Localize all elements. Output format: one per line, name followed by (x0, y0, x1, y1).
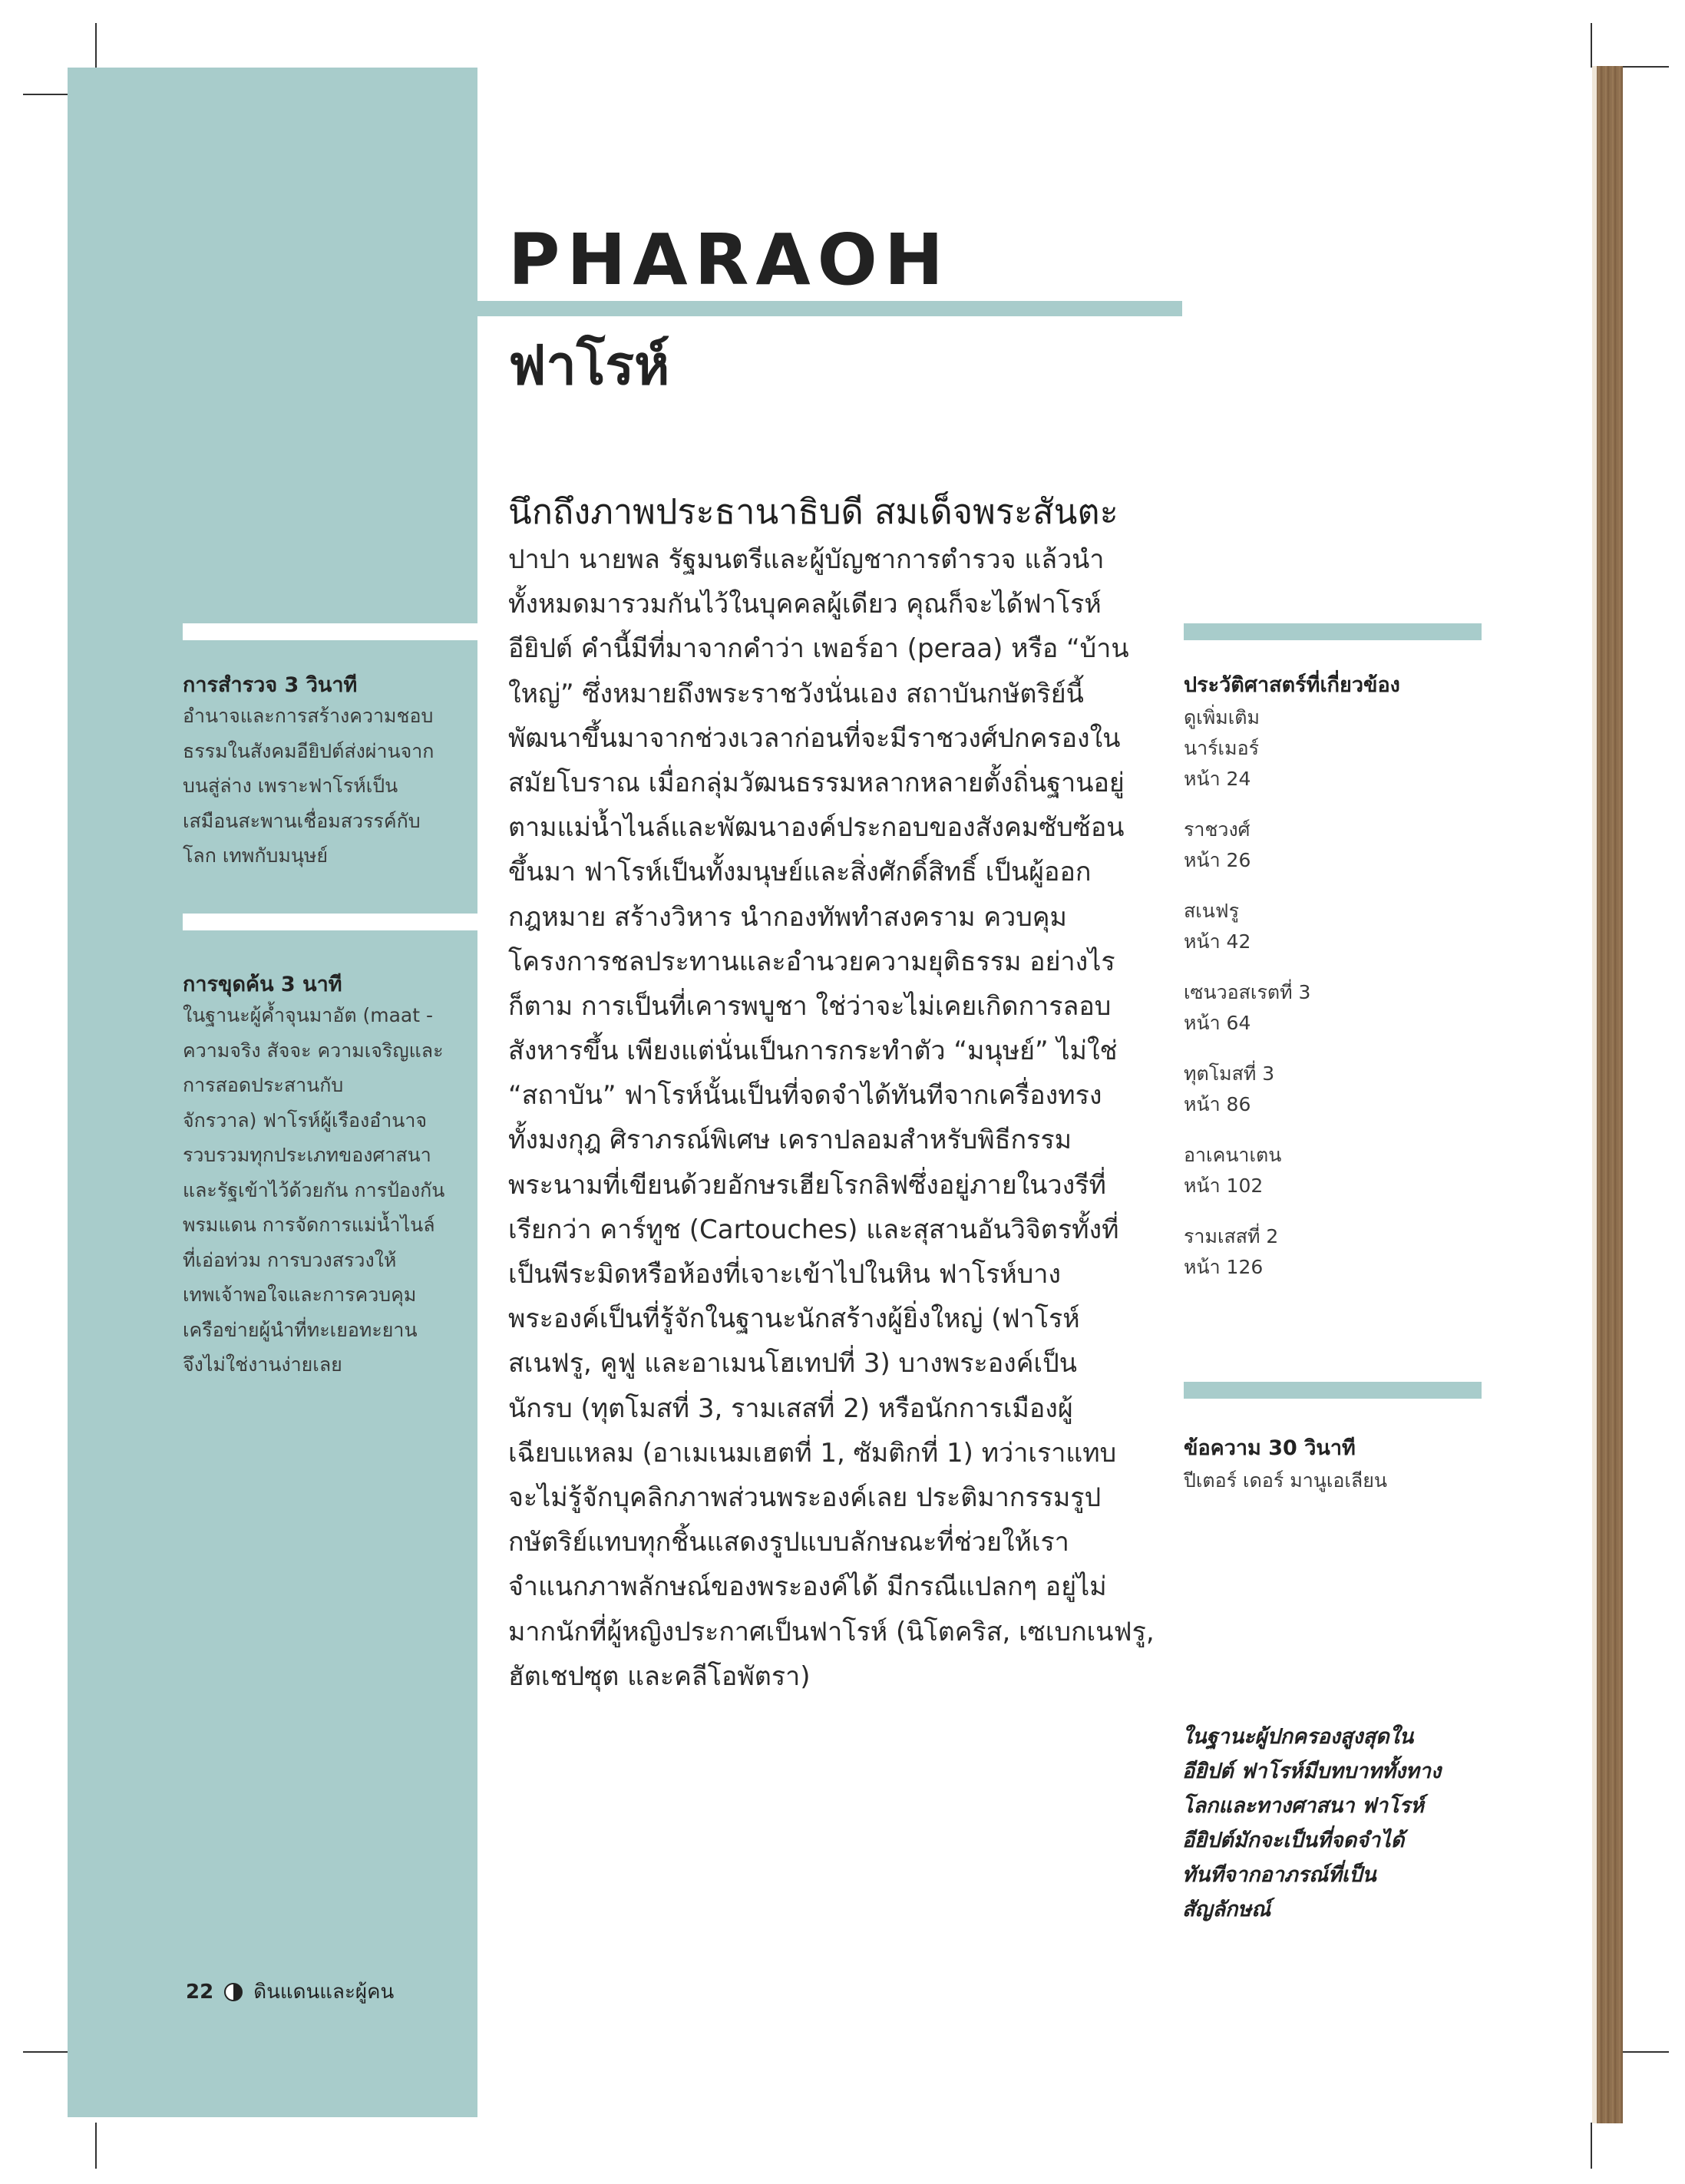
history-item-page: หน้า 24 (1184, 768, 1251, 790)
body-line: เฉียบแหลม (อาเมเนมเฮตที่ 1, ซัมติกที่ 1) ทว่าเราแทบ (508, 1437, 1117, 1469)
history-item-page: หน้า 126 (1184, 1256, 1264, 1278)
crop-mark (23, 2051, 68, 2053)
history-list (1184, 702, 1310, 1303)
section-name: ดินแดนและผู้คน (253, 1981, 395, 2004)
list-item (1184, 1140, 1310, 1201)
page-title: PHARAOH (508, 219, 950, 301)
sidebar-divider (183, 623, 477, 640)
body-line: สเนฟรู, คูฟู และอาเมนโฮเทปที่ 3) บางพระองค์เป็น (508, 1348, 1077, 1379)
body-line: สังหารขึ้น เพียงแต่นั่นเป็นการกระทำตัว “มนุษย์” ไม่ใช่ (508, 1036, 1118, 1067)
caption-line: ทันทีจากอาภรณ์ที่เป็น (1182, 1863, 1376, 1887)
caption-line: สัญลักษณ์ (1182, 1898, 1271, 1921)
caption-line: โลกและทางศาสนา ฟาโรห์ (1182, 1794, 1424, 1818)
body-line: พระนามที่เขียนด้วยอักษรเฮียโรกลิฟซึ่งอยู่ภายในวงรีที่ (508, 1169, 1106, 1201)
history-heading: ประวัติศาสตร์ที่เกี่ยวข้อง (1184, 673, 1400, 697)
history-item-name: สเนฟรู (1184, 900, 1240, 922)
body-line: กษัตริย์แทบทุกชิ้นแสดงรูปแบบลักษณะที่ช่วยให้เรา (508, 1527, 1069, 1558)
page-number: 22 (186, 1980, 214, 2004)
history-item-name: ทุตโมสที่ 3 (1184, 1062, 1275, 1085)
crop-mark (95, 2123, 97, 2169)
sidebar-divider (1184, 1382, 1482, 1399)
body-line: ฮัตเชปซุต และคลีโอพัตรา) (508, 1660, 811, 1692)
caption-line: อียิปต์มักจะเป็นที่จดจำได้ (1182, 1829, 1405, 1852)
dig-line: ความจริง สัจจะ ความเจริญและ (183, 1039, 444, 1062)
dig-line: และรัฐเข้าไว้ด้วยกัน การป้องกัน (183, 1178, 445, 1201)
body-line: ใหญ่” ซึ่งหมายถึงพระราชวังนั่นเอง สถาบันกษัตริย์นี้ (508, 678, 1084, 709)
body-line: มากนักที่ผู้หญิงประกาศเป็นฟาโรห์ (นิโตคริส, เซเบกเนฟรู, (508, 1616, 1155, 1647)
body-text (508, 537, 1161, 1699)
list-item (1184, 896, 1310, 957)
dig-line: พรมแดน การจัดการแม่น้ำไนล์ (183, 1214, 435, 1236)
caption-line: อียิปต์ ฟาโรห์มีบทบาททั้งทาง (1182, 1759, 1442, 1783)
body-line: ทั้งมงกุฎ ศิราภรณ์พิเศษ เคราปลอมสำหรับพิธีกรรม (508, 1125, 1072, 1156)
image-caption (1182, 1720, 1441, 1927)
body-line: พระองค์เป็นที่รู้จักในฐานะนักสร้างผู้ยิ่งใหญ่ (ฟาโรห์ (508, 1303, 1080, 1335)
crop-mark (23, 94, 68, 95)
survey-line: เสมือนสะพานเชื่อมสวรรค์กับ (183, 809, 421, 832)
list-item (1184, 977, 1310, 1039)
history-item-page: หน้า 86 (1184, 1093, 1251, 1115)
body-line: นักรบ (ทุตโมสที่ 3, รามเสสที่ 2) หรือนักการเมืองผู้ (508, 1393, 1073, 1424)
body-line: จะไม่รู้จักบุคลิกภาพส่วนพระองค์เลย ประติมากรรมรูป (508, 1482, 1102, 1513)
survey-heading: การสำรวจ 3 วินาที (183, 673, 358, 697)
list-item (1184, 733, 1310, 795)
dig-line: ที่เอ่อท่วม การบวงสรวงให้ (183, 1248, 397, 1271)
crop-mark (1591, 2123, 1592, 2169)
dig-line: จึงไม่ใช่งานง่ายเลย (183, 1353, 342, 1376)
body-line: โครงการชลประทานและอำนวยความยุติธรรม อย่างไร (508, 946, 1115, 977)
dig-line: รวบรวมทุกประเภทของศาสนา (183, 1144, 431, 1166)
page-footer (186, 1976, 394, 2007)
survey-text (183, 699, 434, 874)
author-name: ปีเตอร์ เดอร์ มานูเอเลียน (1184, 1469, 1387, 1492)
survey-line: อำนาจและการสร้างความชอบ (183, 705, 434, 727)
history-item-page: หน้า 42 (1184, 930, 1251, 953)
title-divider (477, 301, 1182, 316)
survey-line: โลก เทพกับมนุษย์ (183, 844, 329, 867)
history-item-name: นาร์เมอร์ (1184, 737, 1260, 759)
body-line: กฎหมาย สร้างวิหาร นำกองทัพทำสงคราม ควบคุม (508, 901, 1067, 933)
body-line: อียิปต์ คำนี้มีที่มาจากคำว่า เพอร์อา (peraa) หรือ “บ้าน (508, 633, 1129, 665)
history-item-name: อาเคนาเตน (1184, 1144, 1282, 1166)
list-item (1184, 814, 1310, 876)
see-also-label: ดูเพิ่มเติม (1184, 706, 1260, 729)
dig-line: จักรวาล) ฟาโรห์ผู้เรืองอำนาจ (183, 1109, 428, 1132)
body-line: เรียกว่า คาร์ทูช (Cartouches) และสุสานอันวิจิตรทั้งที่ (508, 1214, 1119, 1245)
half-circle-icon (224, 1983, 243, 2001)
history-item-page: หน้า 26 (1184, 849, 1251, 871)
body-line: ตามแม่น้ำไนล์และพัฒนาองค์ประกอบของสังคมซับซ้อน (508, 812, 1125, 844)
body-line: ทั้งหมดมารวมกันไว้ในบุคคลผู้เดียว คุณก็จะได้ฟาโรห์ (508, 589, 1102, 620)
history-item-name: รามเสสที่ 2 (1184, 1225, 1279, 1247)
history-item-name: ราชวงศ์ (1184, 818, 1251, 841)
crop-mark (95, 23, 97, 68)
lead-sentence: นึกถึงภาพประธานาธิบดี สมเด็จพระสันตะ (508, 491, 1118, 532)
dig-text (183, 998, 444, 1383)
body-line: จำแนกภาพลักษณ์ของพระองค์ได้ มีกรณีแปลกๆ อยู่ไม่ (508, 1571, 1107, 1603)
body-line: ปาปา นายพล รัฐมนตรีและผู้บัญชาการตำรวจ แล้วนำ (508, 544, 1105, 575)
body-line: สมัยโบราณ เมื่อกลุ่มวัฒนธรรมหลากหลายตั้งถิ่นฐานอยู่ (508, 767, 1125, 798)
history-item-page: หน้า 64 (1184, 1012, 1251, 1034)
body-line: เป็นพีระมิดหรือห้องที่เจาะเข้าไปในหิน ฟาโรห์บาง (508, 1259, 1062, 1290)
crop-mark (1623, 2051, 1669, 2053)
crop-mark (1591, 23, 1592, 68)
sidebar-divider (183, 914, 477, 930)
sidebar-divider (1184, 623, 1482, 640)
survey-line: บนสู่ล่าง เพราะฟาโรห์เป็น (183, 775, 398, 797)
history-item-name: เซนวอสเรตที่ 3 (1184, 981, 1311, 1003)
page-subtitle: ฟาโรห์ (508, 334, 670, 397)
survey-line: ธรรมในสังคมอียิปต์ส่งผ่านจาก (183, 739, 434, 762)
caption-line: ในฐานะผู้ปกครองสูงสุดใน (1182, 1725, 1414, 1749)
list-item (1184, 1059, 1310, 1120)
body-line: ก็ตาม การเป็นที่เคารพบูชา ใช่ว่าจะไม่เคยเกิดการลอบ (508, 990, 1112, 1022)
body-line: ขึ้นมา ฟาโรห์เป็นทั้งมนุษย์และสิ่งศักดิ์สิทธิ์ เป็นผู้ออก (508, 857, 1092, 888)
dig-line: เครือข่ายผู้นำที่ทะเยอทะยาน (183, 1318, 418, 1341)
history-item-page: หน้า 102 (1184, 1175, 1264, 1197)
crop-mark (1623, 66, 1669, 68)
body-line: พัฒนาขึ้นมาจากช่วงเวลาก่อนที่จะมีราชวงศ์ปกครองใน (508, 722, 1121, 754)
text30-heading: ข้อความ 30 วินาที (1184, 1436, 1356, 1460)
book-spine-edge (1597, 66, 1623, 2123)
list-item (1184, 1221, 1310, 1283)
dig-line: การสอดประสานกับ (183, 1074, 344, 1096)
dig-line: ในฐานะผู้ค้ำจุนมาอัต (maat - (183, 1004, 434, 1026)
body-line: “สถาบัน” ฟาโรห์นั้นเป็นที่จดจำได้ทันทีจากเครื่องทรง (508, 1080, 1102, 1112)
dig-heading: การขุดค้น 3 นาที (183, 973, 342, 996)
dig-line: เทพเจ้าพอใจและการควบคุม (183, 1284, 417, 1306)
